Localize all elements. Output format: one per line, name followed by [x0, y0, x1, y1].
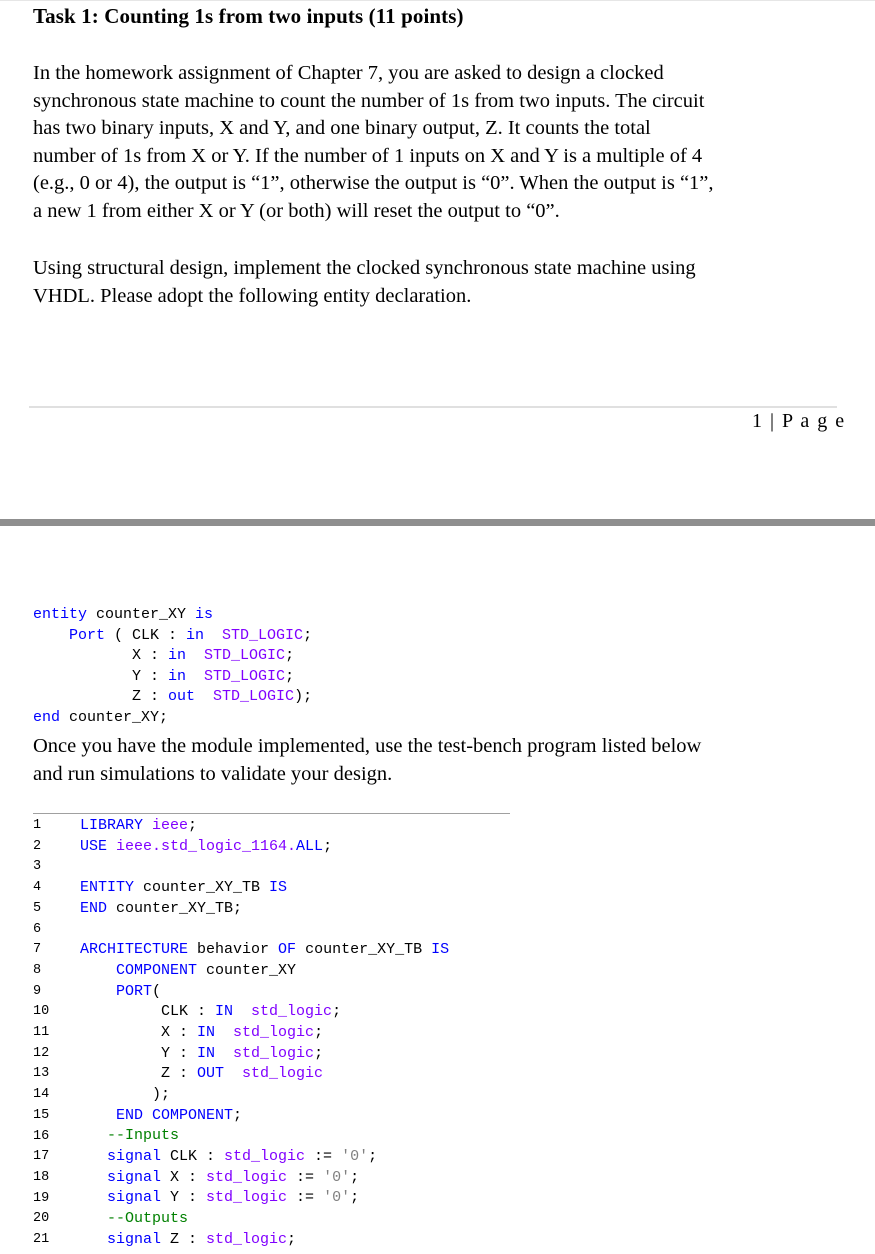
line-number: 4 [33, 880, 42, 896]
code-token: ; [350, 1168, 360, 1186]
code-token: CLK : [80, 1003, 216, 1021]
code-token: Y : [161, 1189, 207, 1207]
code-token: X : [80, 1023, 198, 1041]
code-token: counter_XY [197, 961, 297, 979]
code-token: Y : [33, 667, 169, 685]
code-token: counter_XY; [60, 708, 169, 726]
code-token: std_logic [206, 1230, 288, 1248]
code-token: ; [303, 626, 313, 644]
code-token: OF [278, 941, 297, 959]
code-token: std_logic [224, 1065, 324, 1083]
code-token: --Outputs [80, 1210, 189, 1228]
line-number: 12 [33, 1045, 50, 1061]
code-token: CLK : [161, 1148, 225, 1165]
code-token: Y : [80, 1044, 198, 1062]
intro-paragraph [33, 60, 848, 226]
page-number: 1 | P a g e [752, 410, 846, 432]
code-token: std_logic [215, 1044, 315, 1062]
code-line [80, 1188, 449, 1209]
code-line [80, 1168, 449, 1189]
paragraph-line: VHDL. Please adopt the following entity declaration. [33, 284, 472, 307]
code-line [80, 1064, 449, 1085]
paragraph-line: Once you have the module implemented, use the test-bench program listed below [33, 735, 702, 757]
code-line [80, 1106, 449, 1127]
footer-rule [29, 406, 837, 408]
code-token: PORT [80, 982, 153, 1000]
testbench-paragraph [33, 733, 848, 788]
instruction-paragraph [33, 255, 848, 310]
code-token: COMPONENT [80, 961, 198, 979]
code-token: is [195, 606, 214, 623]
code-token: IS [269, 879, 288, 897]
code-token: Z : [33, 688, 169, 706]
code-token: std_logic [206, 1168, 288, 1186]
line-number: 2 [33, 838, 42, 854]
code-token: := [287, 1189, 324, 1207]
code-line [33, 605, 312, 626]
code-token: ; [287, 1230, 297, 1248]
code-token: Port [33, 626, 106, 644]
line-number: 17 [33, 1149, 50, 1165]
code-token: STD_LOGIC [195, 688, 295, 706]
code-line [80, 940, 449, 961]
paragraph-line: a new 1 from either X or Y (or both) will reset the output to “0”. [33, 199, 560, 222]
code-line [80, 961, 449, 982]
code-token: ); [294, 688, 313, 706]
code-token: out [168, 688, 196, 706]
paragraph-line: and run simulations to validate your design. [33, 762, 393, 785]
task-title: Task 1: Counting 1s from two inputs (11 points) [33, 4, 464, 28]
code-token: ieee [143, 817, 189, 834]
code-token: ieee.std_logic_1164. [107, 837, 297, 855]
code-token: ; [188, 817, 198, 834]
code-token: entity [33, 606, 88, 623]
line-number: 6 [33, 921, 42, 937]
paragraph-line: number of 1s from X or Y. If the number of 1 inputs on X and Y is a multiple of 4 [33, 144, 703, 167]
code-token: ; [368, 1148, 378, 1165]
code-token: signal [80, 1230, 162, 1248]
code-token: IS [431, 941, 450, 959]
paragraph-line: has two binary inputs, X and Y, and one binary output, Z. It counts the total [33, 117, 651, 140]
code-line [33, 687, 312, 708]
code-line [33, 708, 312, 729]
code-token: STD_LOGIC [186, 667, 286, 685]
line-number: 7 [33, 942, 42, 958]
line-number: 10 [33, 1004, 50, 1020]
code-token: --Inputs [80, 1127, 180, 1145]
code-token: ; [285, 667, 295, 685]
code-token: '0' [323, 1189, 351, 1207]
code-line [80, 1209, 449, 1230]
code-token: := [305, 1148, 342, 1165]
code-token: ; [314, 1044, 324, 1062]
code-token: ( [152, 982, 162, 1000]
code-token: signal [80, 1189, 162, 1207]
paragraph-line: In the homework assignment of Chapter 7, you are asked to design a clocked [33, 62, 664, 84]
code-line [80, 857, 449, 878]
code-line [80, 1147, 449, 1168]
line-number: 9 [33, 983, 42, 999]
code-line [80, 919, 449, 940]
testbench-code [80, 816, 449, 1250]
code-token: ARCHITECTURE [80, 941, 189, 959]
code-token: std_logic [233, 1003, 333, 1021]
code-token: END COMPONENT [80, 1106, 234, 1124]
line-number: 20 [33, 1211, 50, 1227]
code-token: Z : [80, 1065, 198, 1083]
code-line [80, 899, 449, 920]
code-token: in [168, 667, 187, 685]
line-number: 5 [33, 900, 42, 916]
code-token: behavior [188, 941, 279, 959]
code-token: X : [33, 647, 169, 665]
code-token: ; [314, 1023, 324, 1041]
line-number: 16 [33, 1128, 50, 1144]
code-token: STD_LOGIC [204, 626, 304, 644]
code-token: '0' [323, 1168, 351, 1186]
line-number: 19 [33, 1190, 50, 1206]
paragraph-line: synchronous state machine to count the number of 1s from two inputs. The circuit [33, 89, 705, 112]
code-token: IN [215, 1003, 234, 1021]
code-token: ALL [296, 837, 324, 855]
code-token: counter_XY_TB [134, 879, 270, 897]
code-token: counter_XY [87, 606, 196, 623]
page-separator [0, 519, 875, 526]
code-token: '0' [341, 1148, 369, 1165]
line-number: 1 [33, 818, 42, 833]
code-token: end [33, 708, 61, 726]
code-line [80, 982, 449, 1003]
line-number: 13 [33, 1066, 50, 1082]
code-token: ; [285, 647, 295, 665]
line-number: 11 [33, 1025, 50, 1041]
line-number: 8 [33, 962, 42, 978]
paragraph-line: Using structural design, implement the clocked synchronous state machine using [33, 257, 696, 279]
code-token: ; [332, 1003, 342, 1021]
code-line [33, 626, 312, 647]
code-line [80, 1126, 449, 1147]
code-token: counter_XY_TB [296, 941, 432, 959]
code-token: END [80, 899, 108, 917]
code-token: := [287, 1168, 324, 1186]
code-token: ; [233, 1106, 243, 1124]
code-token: in [186, 626, 205, 644]
code-token: Z : [161, 1230, 207, 1248]
code-token: counter_XY_TB; [107, 899, 243, 917]
code-line [33, 667, 312, 688]
code-token: LIBRARY [80, 817, 144, 834]
code-token: USE [80, 837, 108, 855]
code-token: signal [80, 1148, 162, 1165]
entity-declaration-code [33, 605, 312, 729]
code-token: std_logic [224, 1148, 306, 1165]
code-line-numbers [33, 816, 63, 1251]
code-line [80, 816, 449, 837]
line-number: 21 [33, 1232, 50, 1248]
code-token: IN [197, 1044, 216, 1062]
code-token: ; [323, 837, 333, 855]
code-token: ( CLK : [105, 626, 187, 644]
code-line [80, 1002, 449, 1023]
code-token: std_logic [206, 1189, 288, 1207]
code-line [80, 1023, 449, 1044]
code-line [80, 837, 449, 858]
code-token: ); [80, 1085, 171, 1103]
line-number: 14 [33, 1087, 50, 1103]
line-number: 18 [33, 1169, 50, 1185]
code-line [80, 1230, 449, 1251]
code-token: OUT [197, 1065, 225, 1083]
code-line [80, 1044, 449, 1065]
code-line [80, 878, 449, 899]
code-token: in [168, 647, 187, 665]
code-token: std_logic [215, 1023, 315, 1041]
code-token: IN [197, 1023, 216, 1041]
page-top-border [0, 0, 875, 1]
paragraph-line: (e.g., 0 or 4), the output is “1”, otherwise the output is “0”. When the output is “1”, [33, 172, 714, 195]
code-token: X : [161, 1168, 207, 1186]
code-token: ENTITY [80, 879, 135, 897]
line-number: 3 [33, 859, 42, 875]
code-listing-top-rule [33, 813, 510, 814]
code-token: signal [80, 1168, 162, 1186]
code-line [80, 1085, 449, 1106]
code-line [33, 646, 312, 667]
code-token: STD_LOGIC [186, 647, 286, 665]
line-number: 15 [33, 1107, 50, 1123]
code-token: ; [350, 1189, 360, 1207]
